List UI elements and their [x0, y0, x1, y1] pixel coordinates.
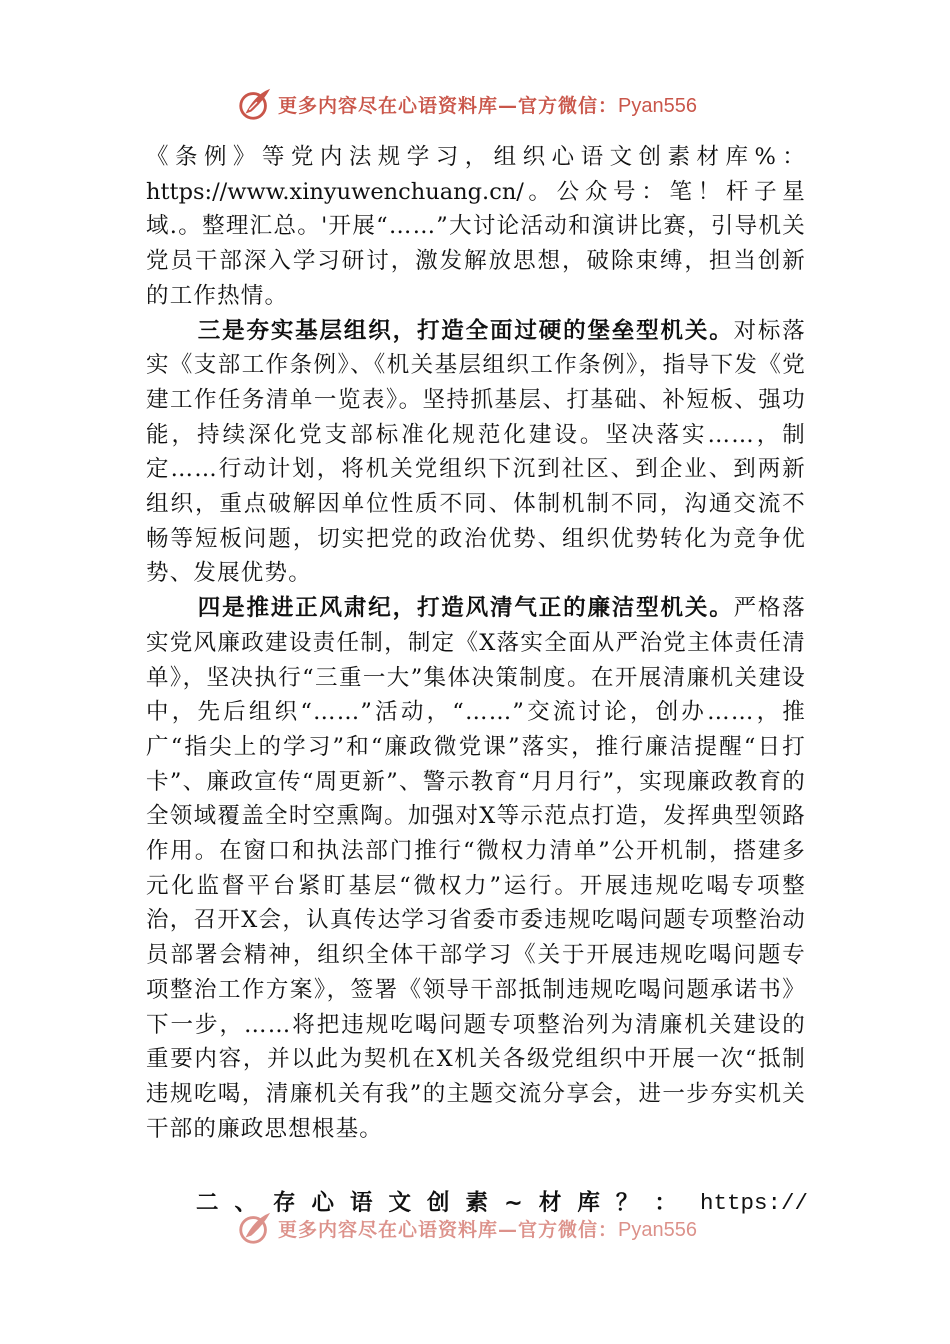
paragraph-2: 三是夯实基层组织，打造全面过硬的堡垒型机关。对标落实《支部工作条例》、《机关基层组织工作条例》，指导下发《党建工作任务清单一览表》。坚持抓基层、打基础、补短板、强功能，持续深化党支部标准化规范化建设。坚决落实……，制定……行动计划，将机关党组织下沉到社区、到企业、到两新组织，重点破解因单位性质不同、体制机制不同，沟通交流不畅等短板问题，切实把党的政治优势、组织优势转化为竞争优势、发展优势。: [146, 317, 806, 587]
paragraph-3: 四是推进正风肃纪，打造风清气正的廉洁型机关。严格落实党风廉政建设责任制，制定《X落实全面从严治党主体责任清单》，坚决执行“三重一大”集体决策制度。在开展清廉机关建设中，先后组织“……”活动，“……”交流讨论，创办……，推广“指尖上的学习”和“廉政微党课”落实，推行廉洁提醒“日打卡”、廉政宣传“周更新”、警示教育“月月行”，实现廉政教育的全领域覆盖全时空熏陶。加强对X等示范点打造，发挥典型领路作用。在窗口和执法部门推行“微权力清单”公开机制，搭建多元化监督平台紧盯基层“微权力”运行。开展违规吃喝专项整治，召开X会，认真传达学习省委市委违规吃喝问题专项整治动员部署会精神，组织全体干部学习《关于开展违规吃喝问题专项整治工作方案》，签署《领导干部抵制违规吃喝问题承诺书》下一步，……将把违规吃喝问题专项整治列为清廉机关建设的重要内容，并以此为契机在X机关各级党组织中开展一次“抵制违规吃喝，清廉机关有我”的主题交流分享会，进一步夯实机关干部的廉政思想根基。: [146, 595, 806, 1142]
website-url: https://www.xinyuwenchuang.cn/: [146, 178, 524, 205]
document-body: [146, 140, 806, 1146]
watermark-text: 更多内容尽在心语资料库—官方微信：Pyan556: [278, 94, 697, 117]
quill-logo-icon: [236, 1209, 274, 1247]
watermark-header: [236, 84, 697, 124]
paragraph-2-lead: 三是夯实基层组织，打造全面过硬的堡垒型机关。: [197, 317, 734, 344]
quill-logo-icon: [236, 85, 274, 123]
section-heading-text: 二、存心语文创素~材库？：: [196, 1190, 693, 1216]
watermark-footer-text: 更多内容尽在心语资料库—官方微信：Pyan556: [278, 1218, 697, 1241]
section-heading-url: https://: [699, 1190, 808, 1216]
paragraph-3-lead: 四是推进正风肃纪，打造风清气正的廉洁型机关。: [197, 595, 734, 622]
paragraph-1: 《条例》等党内法规学习，组织心语文创素材库%：https://www.xinyuwenchuang.cn/。公众号：笔！杆子星域.。整理汇总。'开展“……”大讨论活动和演讲比赛，引导机关党员干部深入学习研讨，激发解放思想，破除束缚，担当创新的工作热情。: [146, 144, 806, 309]
watermark-footer: [236, 1208, 697, 1248]
